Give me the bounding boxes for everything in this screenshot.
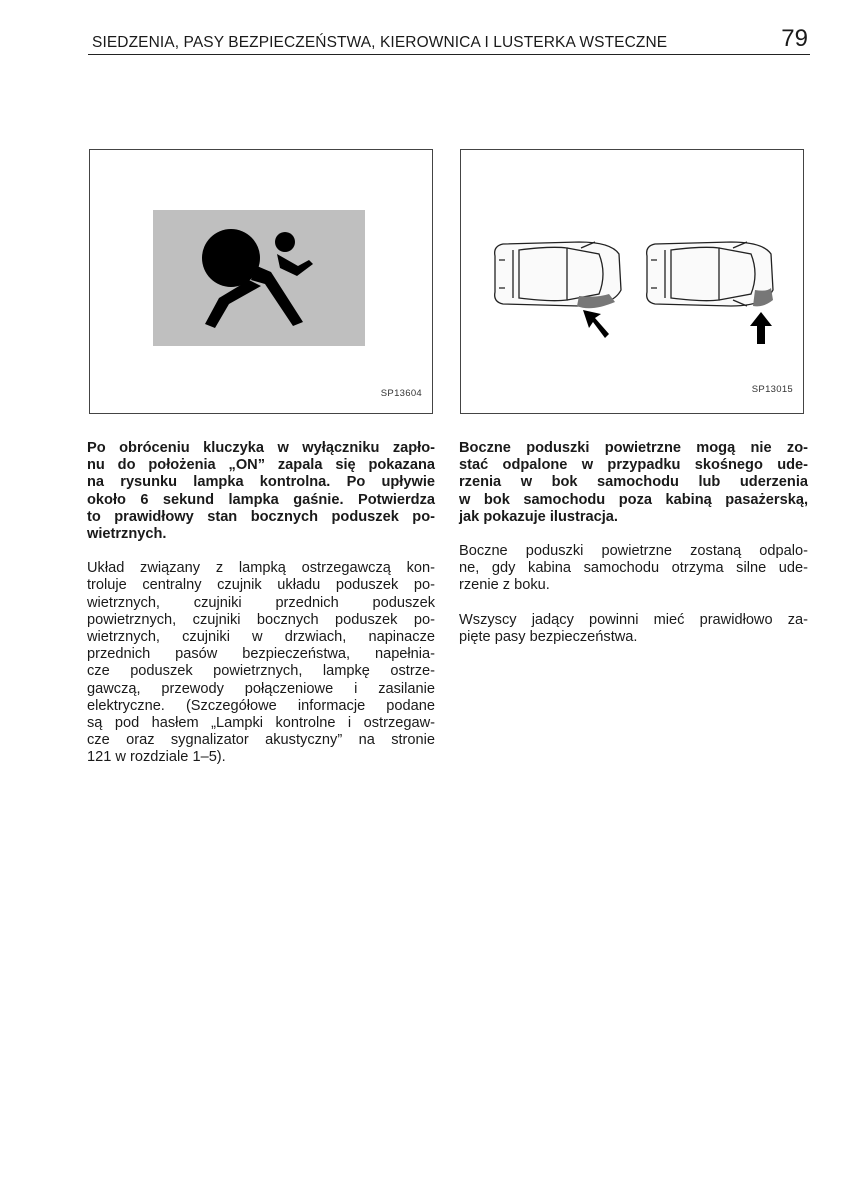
figure-code: SP13604: [380, 388, 422, 399]
text-line: cze poduszek powietrznych, lampkę ostrze-: [87, 663, 435, 680]
warning-lamp-panel: [153, 210, 365, 346]
text-line: Układ związany z lampką ostrzegawczą kon-: [87, 560, 435, 577]
text-line: jak pokazuje ilustracja.: [459, 508, 618, 525]
paragraph-warning-lamp: [87, 440, 435, 543]
paragraph-seat-belts: [459, 612, 808, 646]
text-line: to prawidłowy stan bocznych poduszek po-: [87, 508, 435, 525]
text-line: gawczą, przewody połączeniowe i zasilanie: [87, 680, 435, 697]
text-line: nu do położenia „ON” zapala się pokazana: [87, 457, 435, 474]
text-line: powietrznych, czujniki bocznych poduszek po-: [87, 611, 435, 628]
text-line: są pod hasłem „Lampki kontrolne i ostrzegaw-: [87, 715, 435, 732]
left-column: [87, 440, 435, 784]
figure-code: SP13015: [751, 384, 793, 395]
text-line: stać odpalone w przypadku skośnego ude-: [459, 457, 808, 474]
text-line: cze oraz sygnalizator akustyczny” na stronie: [87, 732, 435, 749]
text-line: Wszyscy jadący powinni mieć prawidłowo za-: [459, 611, 808, 628]
right-column: [459, 440, 808, 663]
text-line: wietrznych, czujniki w drzwiach, napinacze: [87, 629, 435, 646]
paragraph-oblique-impact: [459, 440, 808, 526]
figure-side-impact-diagram: [460, 149, 804, 414]
car-top-view-icon: [495, 242, 621, 308]
text-line: troluje centralny czujnik układu poduszek po-: [87, 577, 435, 594]
text-line: elektryczne. (Szczegółowe informacje podane: [87, 697, 435, 714]
text-line: ne, gdy kabina samochodu otrzyma silne ude-: [459, 560, 808, 577]
text-line: wietrznych, czujniki przednich poduszek: [87, 594, 435, 611]
paragraph-system-components: [87, 560, 435, 766]
text-line: w bok samochodu poza kabiną pasażerską,: [459, 491, 808, 508]
text-line: na rysunku lampka kontrolna. Po upływie: [87, 474, 435, 491]
arrow-icon: [583, 310, 609, 338]
car-top-view-icon: [647, 242, 773, 306]
text-line: 121 w rozdziale 1–5).: [87, 749, 226, 766]
text-line: rzenie z boku.: [459, 577, 550, 594]
text-line: Boczne poduszki powietrzne mogą nie zo-: [459, 440, 808, 456]
text-line: przednich pasów bezpieczeństwa, napełnia-: [87, 646, 435, 663]
text-line: Boczne poduszki powietrzne zostaną odpalo-: [459, 543, 808, 560]
paragraph-deployment: [459, 543, 808, 595]
page-header: [88, 25, 810, 55]
car-diagram: [461, 150, 805, 415]
text-line: około 6 sekund lampka gaśnie. Potwierdza: [87, 491, 435, 508]
arrow-icon: [750, 312, 772, 344]
section-title: SIEDZENIA, PASY BEZPIECZEŃSTWA, KIEROWNICA I LUSTERKA WSTECZNE: [92, 34, 668, 51]
airbag-warning-icon: [153, 210, 365, 346]
text-line: pięte pasy bezpieczeństwa.: [459, 628, 638, 645]
text-line: Po obróceniu kluczyka w wyłączniku zapło-: [87, 440, 435, 456]
figure-airbag-warning-lamp: [89, 149, 433, 414]
text-line: wietrznych.: [87, 526, 167, 543]
page-number: 79: [781, 25, 808, 52]
text-line: rzenia w bok samochodu lub uderzenia: [459, 474, 808, 491]
